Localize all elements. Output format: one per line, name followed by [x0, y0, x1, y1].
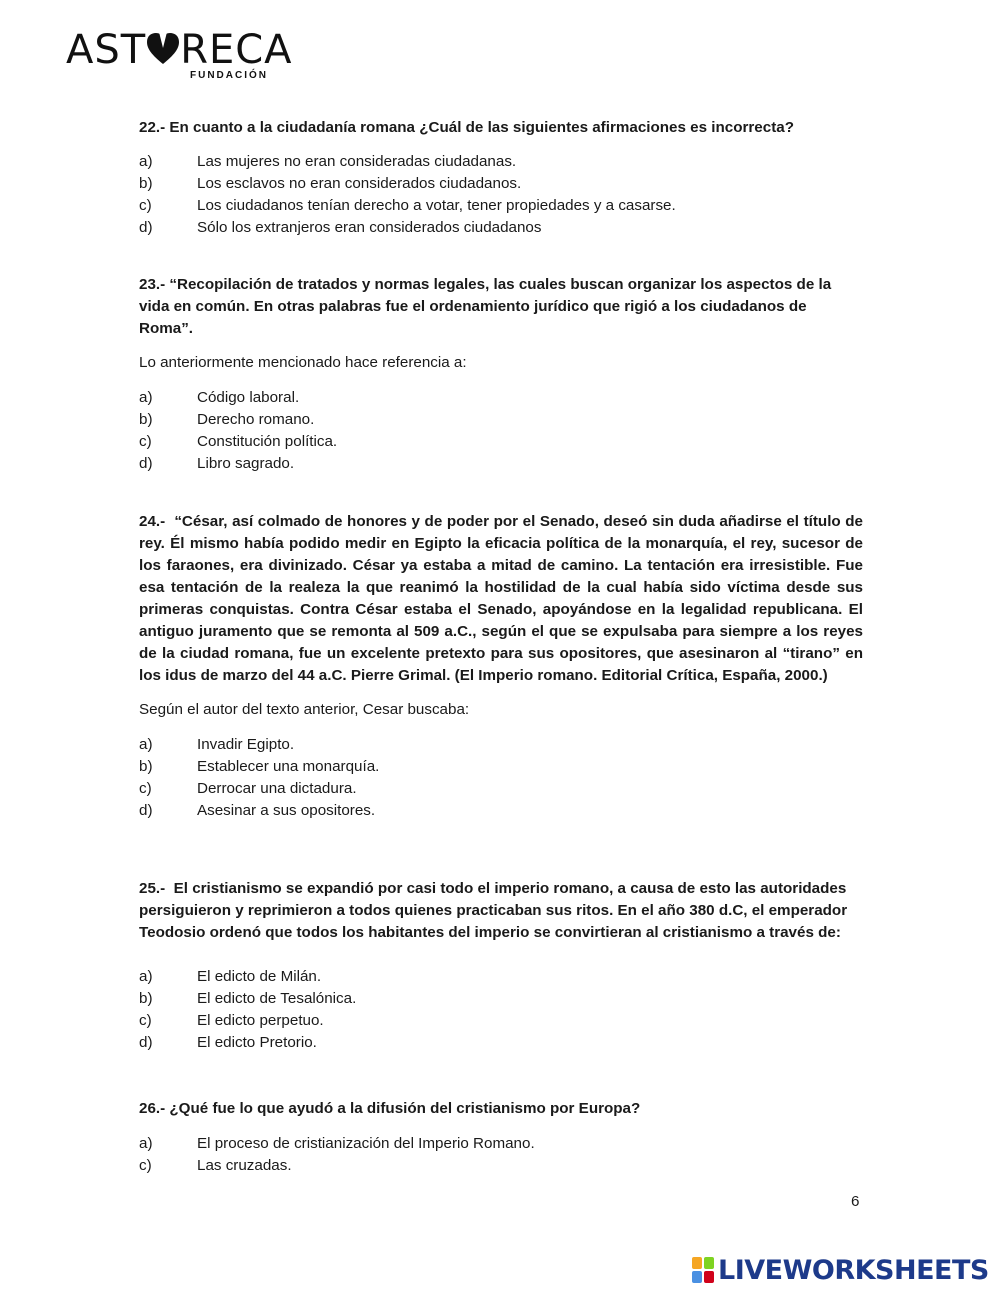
question-text: 22.- En cuanto a la ciudadanía romana ¿Cuál de las siguientes afirmaciones es incorrecta? — [139, 119, 794, 136]
question-23 — [139, 274, 863, 475]
option-item[interactable]: b) Establecer una monarquía. — [139, 758, 380, 775]
logo-subtitle: FUNDACIÓN — [190, 70, 268, 81]
page-number: 6 — [851, 1193, 860, 1210]
option-item[interactable]: a) Invadir Egipto. — [139, 736, 295, 753]
option-item[interactable]: b) Los esclavos no eran considerados ciudadanos. — [139, 175, 522, 192]
option-item[interactable]: d) El edicto Pretorio. — [139, 1034, 317, 1051]
option-item[interactable]: d) Libro sagrado. — [139, 455, 295, 472]
option-item[interactable]: d) Sólo los extranjeros eran considerados ciudadanos — [139, 219, 542, 236]
option-list — [139, 1133, 863, 1177]
option-item[interactable]: a) Código laboral. — [139, 389, 300, 406]
liveworksheets-wordmark: LIVEWORKSHEETS — [718, 1254, 989, 1286]
question-intro: Lo anteriormente mencionado hace referencia a: — [139, 354, 467, 371]
question-25 — [139, 878, 863, 1054]
question-text: 23.- “Recopilación de tratados y normas legales, las cuales buscan organizar los aspectos de la vida en común. En otras palabras fue el ordenamiento jurídico que rigió a los ciudadanos de Roma”. — [139, 276, 832, 337]
option-item[interactable]: a) Las mujeres no eran consideradas ciudadanas. — [139, 153, 517, 170]
option-item[interactable]: c) Constitución política. — [139, 433, 338, 450]
option-item[interactable]: a) El edicto de Milán. — [139, 968, 322, 985]
question-text: 25.- El cristianismo se expandió por casi todo el imperio romano, a causa de esto las autoridades persiguieron y reprimieron a todos quienes practicaban sus ritos. En el año 380 d.C, el emperador Teodosio ordenó que todos los habitantes del imperio se convirtieran al cristianismo a través de: — [139, 880, 848, 941]
logo-text-left: AST — [66, 27, 147, 73]
question-24 — [139, 511, 863, 822]
logo-wordmark — [66, 27, 293, 73]
question-intro: Según el autor del texto anterior, Cesar buscaba: — [139, 701, 470, 718]
question-text: 24.- “César, así colmado de honores y de poder por el Senado, deseó sin duda añadirse el título de rey. Él mismo había podido medir en Egipto la eficacia política de la monarquía, el rey, sucesor de los faraones, era divinizado. César ya estaba a mitad de camino. La tentación era irresistible. Fue esa tentación de la realeza la que reanimó la hostilidad de la cual había sido víctima desde sus primeras conquistas. Contra César estaba el Senado, apoyándose en la legalidad republicana. El antiguo juramento que se remonta al 509 a.C., según el que se expulsaba para siempre a los reyes de la ciudad romana, fue un excelente pretexto para sus opositores, que asesinaron al “tirano” en los idus de marzo del 44 a.C. Pierre Grimal. (El Imperio romano. Editorial Crítica, España, 2000.) — [139, 513, 863, 684]
option-item[interactable]: d) Asesinar a sus opositores. — [139, 802, 376, 819]
heart-icon — [146, 32, 180, 66]
liveworksheets-icon — [692, 1257, 714, 1283]
logo-text-right: RECA — [180, 27, 293, 73]
option-item[interactable]: b) El edicto de Tesalónica. — [139, 990, 357, 1007]
question-22 — [139, 117, 863, 239]
option-item[interactable]: a) El proceso de cristianización del Imperio Romano. — [139, 1135, 535, 1152]
liveworksheets-brand[interactable] — [692, 1254, 989, 1286]
option-item[interactable]: c) Los ciudadanos tenían derecho a votar, tener propiedades y a casarse. — [139, 197, 676, 214]
option-item[interactable]: c) Derrocar una dictadura. — [139, 780, 357, 797]
astoreca-logo — [66, 27, 293, 82]
option-list — [139, 966, 863, 1054]
question-26 — [139, 1098, 863, 1177]
option-item[interactable]: c) El edicto perpetuo. — [139, 1012, 324, 1029]
option-list — [139, 151, 863, 239]
option-item[interactable]: c) Las cruzadas. — [139, 1157, 292, 1174]
question-text: 26.- ¿Qué fue lo que ayudó a la difusión del cristianismo por Europa? — [139, 1100, 641, 1117]
option-list — [139, 734, 863, 822]
option-list — [139, 387, 863, 475]
option-item[interactable]: b) Derecho romano. — [139, 411, 315, 428]
